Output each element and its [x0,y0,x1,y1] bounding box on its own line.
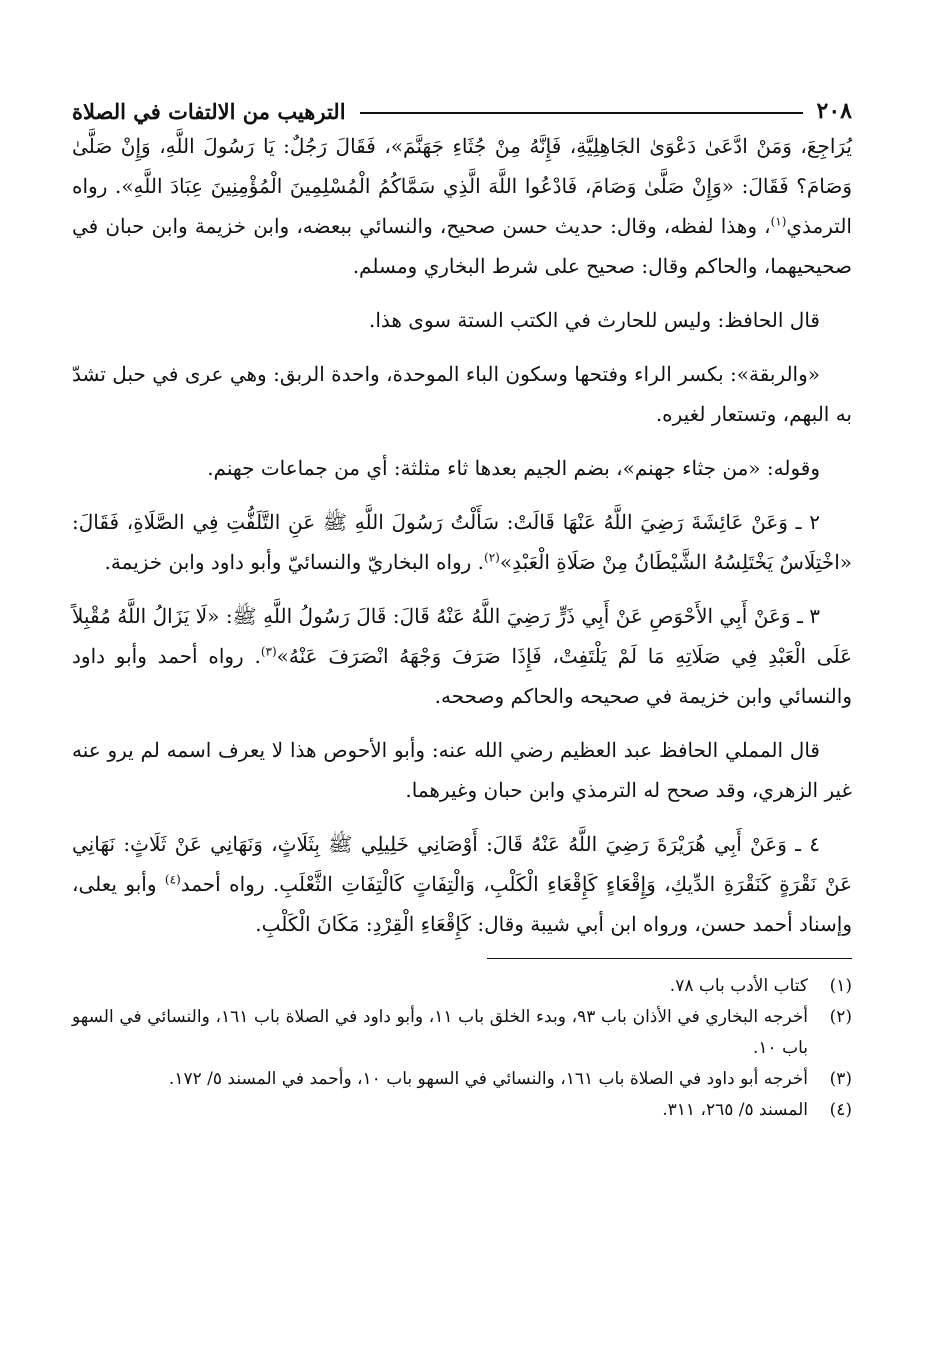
footnote-ref[interactable]: (٢) [484,550,500,565]
page-number: ٢٠٨ [816,98,852,124]
footnote-text: أخرجه أبو داود في الصلاة باب ١٦١، والنسائي في السهو باب ١٠، وأحمد في المسند ٥/ ١٧٢. [168,1069,808,1089]
paragraph-text-cont: . رواه البخاريّ والنسائيّ وأبو داود وابن خزيمة. [104,550,485,574]
paragraph [72,126,852,286]
footnote-item [72,971,852,1002]
footnote-number: (٣) [829,1069,852,1089]
paragraph-text-cont: وأبو يعلى، وإسناد أحمد حسن، ورواه ابن أبي شيبة وقال: كَإِقْعَاءِ الْقِرْدِ: مَكَانَ الْكَلْبِ. [72,872,852,936]
paragraph-text: وقوله: «من جثاء جهنم»، بضم الجيم بعدها ثاء مثلثة: أي من جماعات جهنم. [207,456,820,480]
main-text [72,126,852,944]
footnote-text: المسند ٥/ ٢٦٥، ٣١١. [662,1100,808,1120]
paragraph-text: ٢ ـ وَعَنْ عَائِشَةَ رَضِيَ اللَّهُ عَنْهَا قَالَتْ: سَأَلْتُ رَسُولَ اللَّهِ ﷺ عَنِ التَّلَفُّتِ فِي الصَّلَاةِ، فَقَالَ: «اخْتِلَاسٌ يَخْتَلِسُهُ الشَّيْطَانُ مِنْ صَلَاةِ الْعَبْدِ» [72,510,852,574]
footnote-item [72,1064,852,1095]
paragraph [72,502,852,582]
footnote-divider [487,958,852,959]
paragraph [72,730,852,810]
paragraph [72,448,852,488]
paragraph [72,354,852,434]
paragraph-text: ٤ ـ وَعَنْ أَبِي هُرَيْرَةَ رَضِيَ اللَّهُ عَنْهُ قَالَ: أَوْصَانِي خَلِيلِي ﷺ بِثَلَاثٍ، وَنَهَانِي عَنْ ثَلَاثٍ: نَهَانِي عَنْ نَقْرَةٍ كَنَقْرَةِ الدِّيكِ، وَإِقْعَاءٍ كَإِقْعَاءِ الْكَلْبِ، وَالْتِفَاتٍ كَالْتِفَاتِ الثَّعْلَبِ. رواه أحمد [72,832,853,896]
paragraph [72,300,852,340]
paragraph-text-cont: ، وهذا لفظه، وقال: حديث حسن صحيح، والنسائي ببعضه، وابن خزيمة وابن حبان في صحيحيهما، والحاكم وقال: صحيح على شرط البخاري ومسلم. [72,214,852,278]
footnote-number: (٤) [829,1100,852,1120]
paragraph-text-cont: . رواه أحمد وأبو داود والنسائي وابن خزيمة في صحيحه والحاكم وصححه. [72,644,852,708]
footnote-number: (١) [829,976,852,996]
footnote-ref[interactable]: (١) [770,214,787,229]
paragraph [72,824,852,944]
paragraph [72,596,852,716]
paragraph-text: «والربقة»: بكسر الراء وفتحها وسكون الباء الموحدة، واحدة الربق: وهي عرى في حبل تشدّ به البهم، وتستعار لغيره. [72,362,852,426]
footnote-item [72,1002,852,1064]
footnote-text: كتاب الأدب باب ٧٨. [669,976,808,996]
book-page [72,84,852,1126]
footnotes [72,971,852,1126]
page-header [72,84,852,124]
paragraph-text: يُرَاجِعَ، وَمَنْ ادَّعَىٰ دَعْوَىٰ الجَاهِلِيَّةِ، فَإِنَّهُ مِنْ جُثَاءِ جَهَنَّمَ»، فَقَالَ رَجُلٌ: يَا رَسُولَ اللَّهِ، وَإِنْ صَلَّىٰ وَصَامَ؟ فَقَالَ: «وَإِنْ صَلَّىٰ وَصَامَ، فَادْعُوا اللَّهَ الَّذِي سَمَّاكُمُ الْمُسْلِمِينَ الْمُؤْمِنِينَ عِبَادَ اللَّهِ». رواه الترمذي [72,134,852,238]
footnote-ref[interactable]: (٤) [164,872,181,887]
paragraph-text: قال المملي الحافظ عبد العظيم رضي الله عنه: وأبو الأحوص هذا لا يعرف اسمه لم يرو عنه غير الزهري، وقد صحح له الترمذي وابن حبان وغيرهما. [72,738,852,802]
header-rule [360,112,803,114]
running-title: الترهيب من الالتفات في الصلاة [72,99,346,124]
paragraph-text: ٣ ـ وَعَنْ أَبِي الأَحْوَصِ عَنْ أَبِي ذَرٍّ رَضِيَ اللَّهُ عَنْهُ قَالَ: قَالَ رَسُولُ اللَّهِ ﷺ: «لَا يَزَالُ اللَّهُ مُقْبِلاً عَلَى الْعَبْدِ فِي صَلَاتِهِ مَا لَمْ يَلْتَفِتْ، فَإِذَا صَرَفَ وَجْهَهُ انْصَرَفَ عَنْهُ» [72,604,853,668]
footnote-text: أخرجه البخاري في الأذان باب ٩٣، وبدء الخلق باب ١١، وأبو داود في الصلاة باب ١٦١، والنسائي في السهو باب ١٠. [72,1007,808,1058]
footnote-item [72,1095,852,1126]
footnote-ref[interactable]: (٣) [260,644,277,659]
paragraph-text: قال الحافظ: وليس للحارث في الكتب الستة سوى هذا. [368,308,820,332]
footnote-number: (٢) [829,1007,852,1027]
